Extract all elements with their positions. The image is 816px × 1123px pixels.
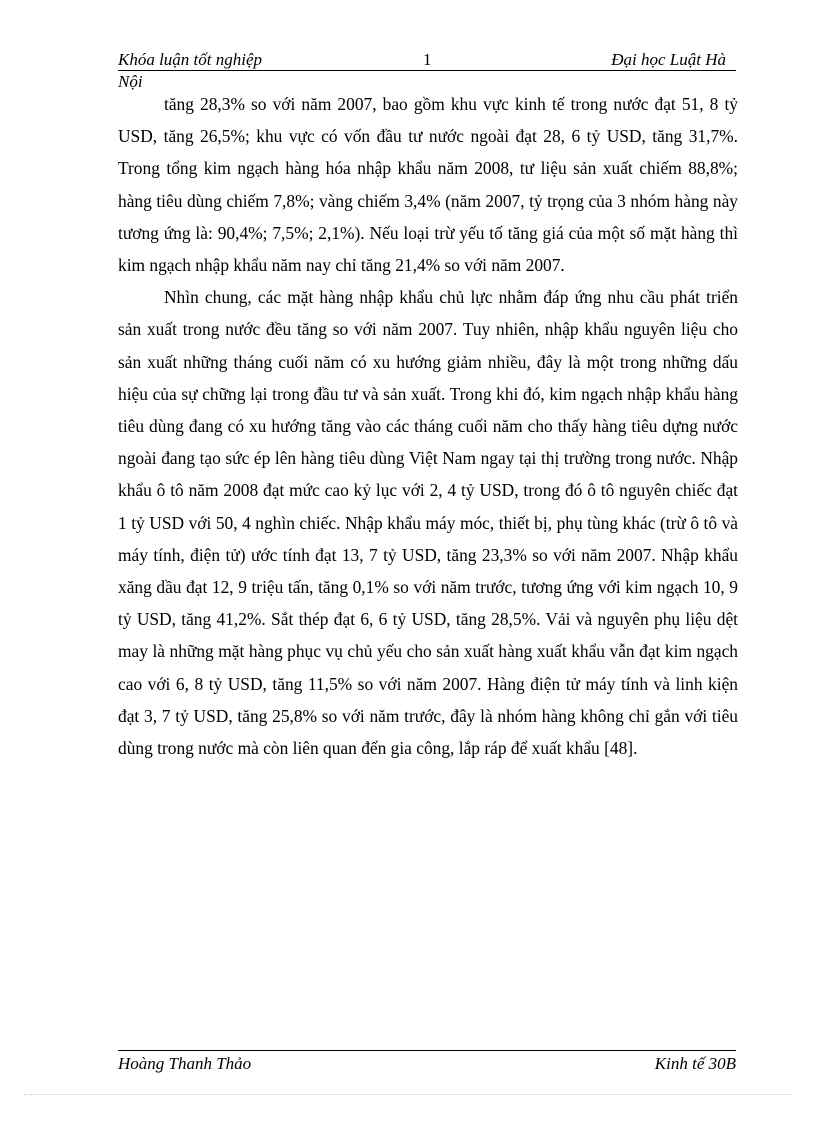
paragraph: Nhìn chung, các mặt hàng nhập khẩu chủ lực nhằm đáp ứng nhu cầu phát triển sản xuất trong nước đều tăng so với năm 2007. Tuy nhiên, nhập khẩu nguyên liệu cho sản xuất những tháng cuối năm có xu hướng giảm nhiều, đây là một trong những dấu hiệu của sự chững lại trong đầu tư và sản xuất. Trong khi đó, kim ngạch nhập khẩu hàng tiêu dùng đang có xu hướng tăng vào các tháng cuối năm cho thấy hàng tiêu dựng nước ngoài đang tạo sức ép lên hàng tiêu dùng Việt Nam ngay tại thị trường trong nước. Nhập khẩu ô tô năm 2008 đạt mức cao kỷ lục với 2, 4 tỷ USD, trong đó ô tô nguyên chiếc đạt 1 tỷ USD với 50, 4 nghìn chiếc. Nhập khẩu máy móc, thiết bị, phụ tùng khác (trừ ô tô và máy tính, điện tử) ước tính đạt 13, 7 tỷ USD, tăng 23,3% so với năm 2007. Nhập khẩu xăng dầu đạt 12, 9 triệu tấn, tăng 0,1% so với năm trước, tương ứng với kim ngạch 10, 9 tỷ USD, tăng 41,2%. Sắt thép đạt 6, 6 tỷ USD, tăng 28,5%. Vải và nguyên phụ liệu dệt may là những mặt hàng phục vụ chủ yếu cho sản xuất hàng xuất khẩu vẫn đạt kim ngạch cao với 6, 8 tỷ USD, tăng 11,5% so với năm 2007. Hàng điện tử máy tính và linh kiện đạt 3, 7 tỷ USD, tăng 25,8% so với năm trước, đây là nhóm hàng không chỉ gắn với tiêu dùng trong nước mà còn liên quan đến gia công, lắp ráp để xuất khẩu [48]. [118, 287, 738, 759]
page-header [118, 50, 736, 70]
paragraph-continued: tăng 28,3% so với năm 2007, bao gồm khu vực kinh tế trong nước đạt 51, 8 tỷ USD, tăng 26,5%; khu vực có vốn đầu tư nước ngoài đạt 28, 6 tỷ USD, tăng 31,7%. Trong tổng kim ngạch hàng hóa nhập khẩu năm 2008, tư liệu sản xuất chiếm 88,8%; hàng tiêu dùng chiếm 7,8%; vàng chiếm 3,4% (năm 2007, tỷ trọng của 3 nhóm hàng này tương ứng là: 90,4%; 7,5%; 2,1%). Nếu loại trừ yếu tố tăng giá của một số mặt hàng thì kim ngạch nhập khẩu năm nay chỉ tăng 21,4% so với năm 2007. [118, 94, 738, 276]
header-thesis-title: Khóa luận tốt nghiệp [118, 50, 263, 69]
document-body [118, 88, 738, 764]
header-university-continued: Nội [118, 72, 143, 91]
footer-rule [118, 1050, 736, 1051]
footer-class: Kinh tế 30B [654, 1054, 736, 1073]
page-number: 1 [423, 50, 432, 69]
header-rule [118, 70, 736, 71]
page-edge-divider [24, 1094, 792, 1095]
page-footer [118, 1054, 736, 1076]
footer-author: Hoàng Thanh Thảo [118, 1054, 252, 1073]
header-university: Đại học Luật Hà [611, 50, 726, 69]
